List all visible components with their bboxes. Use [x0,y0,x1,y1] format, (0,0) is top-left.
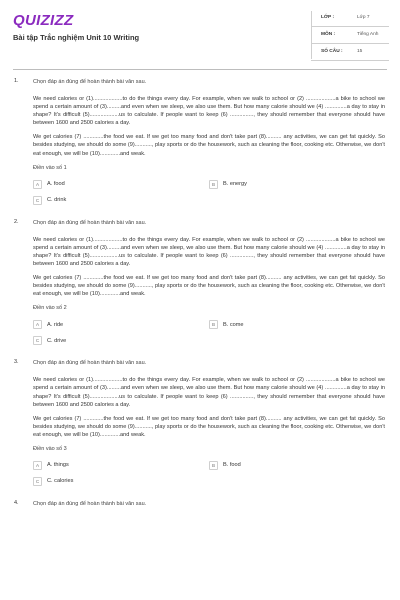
option-a[interactable] [33,180,209,189]
meta-label: LỚP : [321,15,335,20]
option-text: C. drink [47,197,67,204]
passage-paragraph: We need calories or (1)...................to do the things every day. For example, when we walk to school or (2) ...................a bike to school we spend a certain amount of (3).........and even when we sleep, we also use them. But how many calorie should we (4) ..............a day to stay in shape? It's difficult (5)...................us to calculate. If people want to keep (6) ..............., they should remember that everyone should have between 1600 and 2500 calories a day. [33,236,385,267]
question-prompt: Chọn đáp án đúng để hoàn thành bài văn sau. [33,360,147,367]
question-number: 3. [14,359,19,366]
reading-passage [33,376,385,439]
option-text: C. calories [47,478,74,485]
option-letter-box: C [33,477,42,486]
answer-options [33,461,385,486]
worksheet-title: Bài tập Trắc nghiệm Unit 10 Writing [13,33,140,42]
blank-prompt: Điền vào số 3 [33,445,67,452]
question-prompt: Chọn đáp án đúng để hoàn thành bài văn sau. [33,219,147,226]
option-row [33,461,385,470]
option-a[interactable] [33,320,209,329]
option-c[interactable] [33,336,215,345]
option-text: B. come [223,321,244,328]
meta-label: MÔN : [321,32,336,37]
question-1 [14,78,388,205]
option-letter-box: A [33,461,42,470]
blank-prompt: Điền vào số 1 [33,164,67,171]
option-letter-box: B [209,461,218,470]
option-row [33,336,385,345]
option-b[interactable] [209,180,385,189]
meta-row-class [311,11,389,27]
option-text: A. food [47,181,65,188]
option-letter-box: C [33,336,42,345]
header-divider [13,69,387,70]
meta-row-subject [311,28,389,44]
question-2 [14,219,388,346]
option-letter-box: A [33,320,42,329]
question-number: 4. [14,499,19,506]
passage-paragraph: We need calories or (1)...................to do the things every day. For example, when we walk to school or (2) ...................a bike to school we spend a certain amount of (3).........and even when we sleep, we also use them. But how many calorie should we (4) ..............a day to stay in shape? It's difficult (5)...................us to calculate. If people want to keep (6) ..............., they should remember that everyone should have between 1600 and 2500 calories a day. [33,96,385,127]
question-prompt: Chọn đáp án đúng để hoàn thành bài văn sau. [33,500,147,507]
quizizz-logo: QUIZIZZ [13,12,74,29]
question-3 [14,359,388,486]
option-text: A. ride [47,321,64,328]
option-row [33,196,385,205]
reading-passage [33,95,385,158]
option-text: A. things [47,462,69,469]
passage-paragraph: We get calories (7) .............the food we eat. If we get too many food and don't take part (8).......... any activities, we can get fat quickly. So besides studying, we should do some (9)..........., play sports or do the housework, such as cleaning the floor, cooking etc. Otherwise, we don't eat enough, we will be (10).............and weak. [33,415,385,438]
question-number: 2. [14,218,19,225]
option-c[interactable] [33,477,215,486]
option-b[interactable] [209,320,385,329]
option-text: B. energy [223,181,247,188]
option-letter-box: C [33,196,42,205]
option-a[interactable] [33,461,209,470]
answer-options [33,180,385,205]
answer-options [33,320,385,345]
option-text: B. food [223,462,241,469]
passage-paragraph: We get calories (7) .............the food we eat. If we get too many food and don't take part (8).......... any activities, we can get fat quickly. So besides studying, we should do some (9)..........., play sports or do the housework, such as cleaning the floor, cooking etc. Otherwise, we don't eat enough, we will be (10).............and weak. [33,275,385,298]
option-row [33,180,385,189]
option-row [33,477,385,486]
meta-value: Tiếng Anh [357,32,379,37]
meta-label: SỐ CÂU : [321,49,343,54]
question-number: 1. [14,78,19,84]
meta-value: Lớp 7 [357,15,370,20]
option-b[interactable] [209,461,385,470]
reading-passage [33,236,385,299]
worksheet-header [0,0,400,66]
question-prompt: Chọn đáp án đúng để hoàn thành bài văn sau. [33,79,147,85]
meta-row-count [311,45,389,61]
passage-paragraph: We need calories or (1)...................to do the things every day. For example, when we walk to school or (2) ...................a bike to school we spend a certain amount of (3).........and even when we sleep, we also use them. But how many calorie should we (4) ..............a day to stay in shape? It's difficult (5)...................us to calculate. If people want to keep (6) ..............., they should remember that everyone should have between 1600 and 2500 calories a day. [33,377,385,408]
question-list [0,78,400,522]
blank-prompt: Điền vào số 2 [33,305,67,312]
option-row [33,320,385,329]
option-letter-box: A [33,180,42,189]
passage-paragraph: We get calories (7) .............the food we eat. If we get too many food and don't take part (8).......... any activities, we can get fat quickly. So besides studying, we should do some (9)..........., play sports or do the housework, such as cleaning the floor, cooking etc. Otherwise, we don't eat enough, we will be (10).............and weak. [33,134,385,157]
option-c[interactable] [33,196,215,205]
option-letter-box: B [209,320,218,329]
question-4 [14,500,388,508]
option-letter-box: B [209,180,218,189]
meta-table [311,11,389,62]
meta-value: 15 [357,49,363,54]
option-text: C. drive [47,337,67,344]
